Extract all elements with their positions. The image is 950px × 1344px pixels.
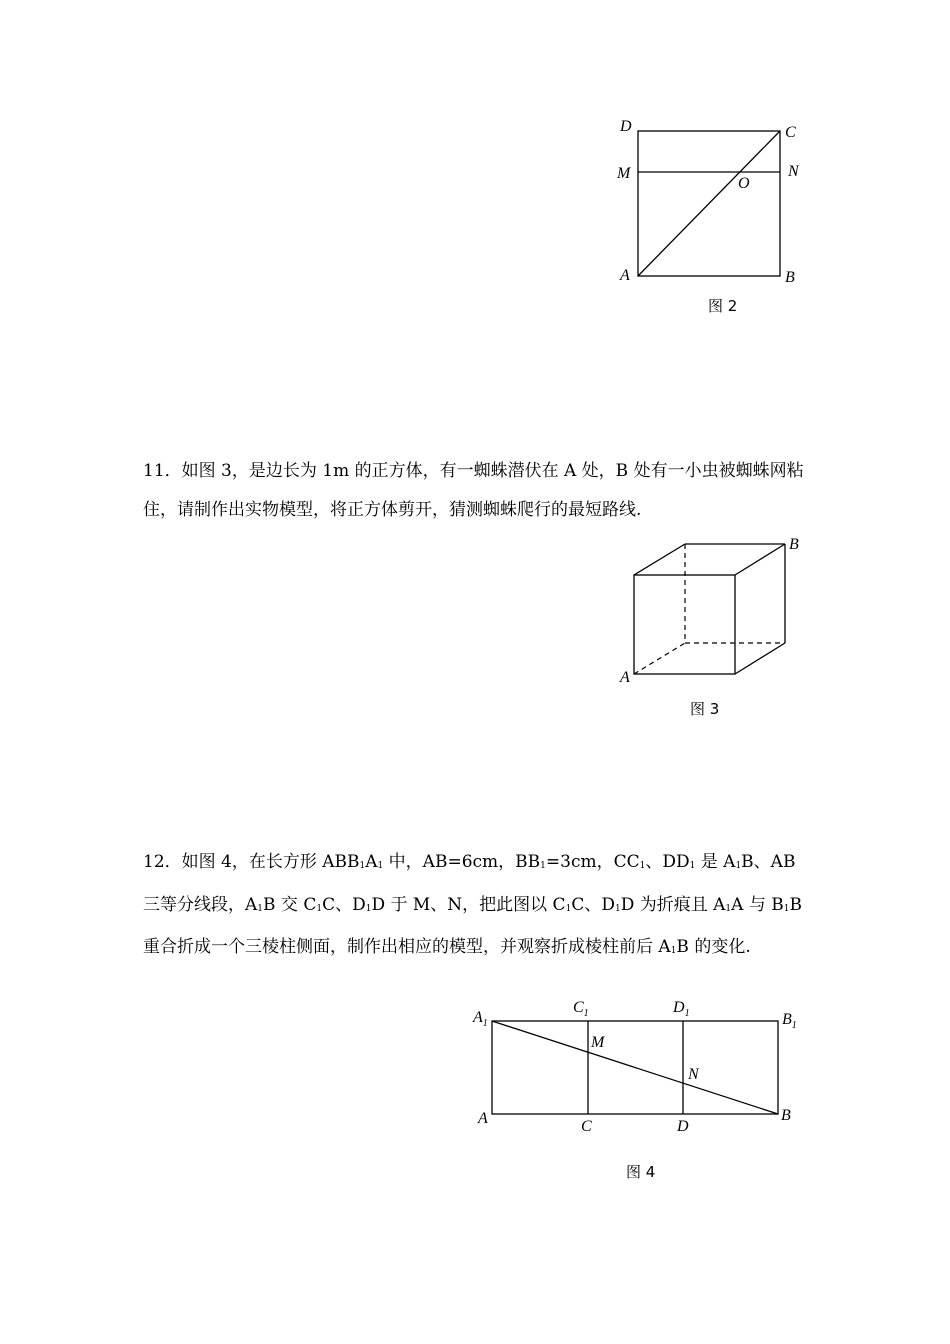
fig4-label-b: B: [781, 1107, 791, 1124]
fig4-diagonal-a1b: [492, 1021, 778, 1114]
fig4-label-n: N: [688, 1066, 699, 1083]
p12-seg: A: [365, 852, 378, 872]
p12-sub: 1: [614, 903, 621, 914]
p12-seg: D 于 M、N，把此图以 C: [371, 894, 566, 915]
p12-sub: 1: [359, 861, 366, 871]
fig2-label-b: B: [785, 269, 795, 286]
p12-seg: 、DD: [645, 852, 690, 872]
p12-sub: 1: [735, 861, 742, 871]
p12-seg: =3cm，CC: [545, 852, 640, 872]
fig4-label-c1: $C_1$: [573, 999, 589, 1019]
p12-sub: 1: [257, 903, 264, 914]
fig4-label-d1: $D_1$: [673, 999, 690, 1019]
fig2-label-c: C: [785, 124, 796, 141]
p12-seg: B 的变化.: [676, 937, 751, 957]
p12-sub: 1: [689, 861, 696, 871]
p12-sub: 1: [725, 903, 732, 914]
p12-seg: B 交 C: [263, 894, 317, 915]
p12-seg: D 为折痕且 A: [620, 894, 726, 915]
fig2-label-a: A: [620, 267, 630, 284]
fig4-label-a: A: [478, 1110, 488, 1127]
fig2-label-m: M: [617, 165, 631, 182]
fig2-caption: 图 2: [708, 297, 738, 315]
fig3-label-b: B: [789, 536, 799, 553]
p12-sub: 1: [540, 861, 546, 871]
p12-sub: 1: [565, 903, 572, 914]
p12-sub: 1: [639, 861, 646, 871]
p12-seg: 是 A: [695, 852, 736, 872]
fig2-label-o: O: [738, 175, 750, 192]
fig3-label-a: A: [620, 669, 630, 686]
fig2-label-d: D: [620, 118, 632, 135]
fig4-label-b1: $B_1$: [782, 1011, 797, 1031]
fig4-label-d: D: [677, 1118, 689, 1135]
fig4-caption: 图 4: [626, 1163, 656, 1181]
p12-seg: A 与 B: [731, 894, 784, 915]
p12-seg: C、D: [571, 894, 615, 915]
p12-seg: C、D: [322, 894, 366, 915]
p12-sub: 1: [365, 903, 372, 914]
p12-seg: 12．如图 4，在长方形 ABB: [143, 852, 360, 872]
p12-seg: B 重合折成一个三棱柱侧面，制作出相应的模型，并观察折成棱柱前后 A: [143, 894, 802, 957]
fig4-label-c: C: [581, 1118, 592, 1135]
p12-sub: 1: [670, 946, 677, 956]
p12-seg: B、AB 三等分线段，A: [143, 852, 796, 915]
fig4-label-m: M: [591, 1034, 605, 1051]
p12-sub: 1: [377, 861, 384, 871]
p12-seg: 中，AB=6cm，BB: [383, 852, 541, 872]
fig4-label-a1: $A_1$: [473, 1009, 488, 1029]
fig3-caption: 图 3: [690, 700, 720, 718]
p12-sub: 1: [783, 903, 790, 914]
p12-sub: 1: [316, 903, 323, 914]
problem-11-text: 11．如图 3，是边长为 1m 的正方体，有一蜘蛛潜伏在 A 处，B 处有一小虫被蜘蛛网粘住，请制作出实物模型，将正方体剪开，猜测蜘蛛爬行的最短路线.: [143, 461, 804, 520]
fig2-label-n: N: [788, 163, 799, 180]
